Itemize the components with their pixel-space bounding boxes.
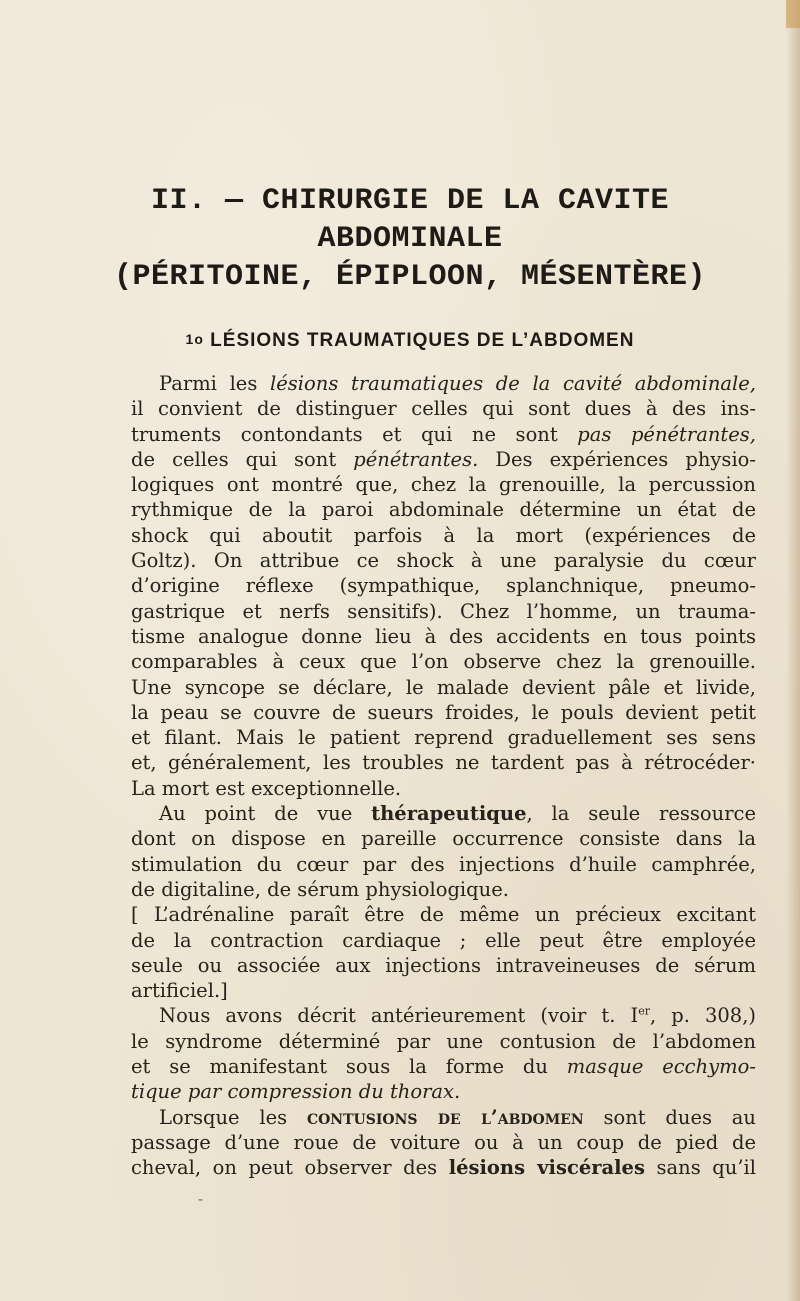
text-line: dont on dispose en pareille occurrence consiste dans la: [131, 827, 756, 851]
text-line: et se manifestant sous la forme du masque ecchymo-: [131, 1055, 757, 1079]
text-line: [ L’adrénaline paraît être de même un précieux excitant: [131, 903, 756, 927]
section-heading: [100, 327, 720, 353]
text-line: de la contraction cardiaque ; elle peut être employée: [131, 928, 756, 952]
text-line: de celles qui sont pénétrantes. Des expériences physio-: [131, 447, 757, 471]
chapter-title-line-1: II. — CHIRURGIE DE LA CAVITE: [150, 184, 670, 218]
text-line: seule ou associée aux injections intraveineuses de sérum: [131, 953, 756, 977]
body-text: [131, 371, 756, 1181]
page-edge: [786, 0, 800, 1301]
text-line: comparables à ceux que l’on observe chez la grenouille.: [131, 650, 756, 674]
text-line: rythmique de la paroi abdominale détermine un état de: [131, 498, 756, 522]
text-line: tisme analogue donne lieu à des accidents en tous points: [131, 624, 756, 648]
text-line: il convient de distinguer celles qui sont dues à des ins-: [131, 397, 756, 421]
text-line: gastrique et nerfs sensitifs). Chez l’homme, un trauma-: [131, 599, 756, 623]
footer-mark: -: [198, 1192, 204, 1208]
text-line: artificiel.]: [131, 979, 228, 1003]
text-line: Goltz). On attribue ce shock à une paralysie du cœur: [131, 549, 756, 573]
text-line: logiques ont montré que, chez la grenouille, la percussion: [131, 473, 756, 497]
text-line: Une syncope se déclare, le malade devient pâle et livide,: [131, 675, 756, 699]
text-line: et, généralement, les troubles ne tardent pas à rétrocéder·: [131, 751, 756, 775]
text-line: tique par compression du thorax.: [131, 1080, 461, 1104]
section-number: 1o: [185, 331, 204, 347]
text-line: cheval, on peut observer des lésions viscérales sans qu’il: [131, 1156, 757, 1180]
text-line: passage d’une roue de voiture ou à un coup de pied de: [131, 1130, 756, 1154]
text-line: Nous avons décrit antérieurement (voir t. Ier, p. 308,): [159, 1004, 756, 1028]
page-corner-mark: [786, 0, 800, 28]
text-line: truments contondants et qui ne sont pas pénétrantes,: [131, 422, 756, 446]
text-line: Lorsque les contusions de l’abdomen sont dues au: [159, 1105, 756, 1129]
text-line: d’origine réflexe (sympathique, splanchnique, pneumo-: [131, 574, 756, 598]
text-line: et filant. Mais le patient reprend graduellement ses sens: [131, 726, 756, 750]
text-line: Parmi les lésions traumatiques de la cavité abdominale,: [159, 372, 756, 395]
text-line: le syndrome déterminé par une contusion de l’abdomen: [131, 1029, 756, 1053]
text-line: La mort est exceptionnelle.: [131, 776, 402, 800]
text-line: Au point de vue thérapeutique, la seule ressource: [159, 802, 756, 826]
text-line: la peau se couvre de sueurs froides, le pouls devient petit: [131, 700, 756, 724]
chapter-title-line-3: (PÉRITOINE, ÉPIPLOON, MÉSENTÈRE): [113, 260, 707, 294]
chapter-title-line-2: ABDOMINALE: [317, 222, 503, 256]
text-line: stimulation du cœur par des injections d’huile camphrée,: [131, 852, 756, 876]
section-title: LÉSIONS TRAUMATIQUES DE L’ABDOMEN: [210, 330, 635, 351]
chapter-title: [100, 182, 720, 296]
text-line: shock qui aboutit parfois à la mort (expériences de: [131, 523, 756, 547]
text-line: de digitaline, de sérum physiologique.: [131, 877, 509, 901]
